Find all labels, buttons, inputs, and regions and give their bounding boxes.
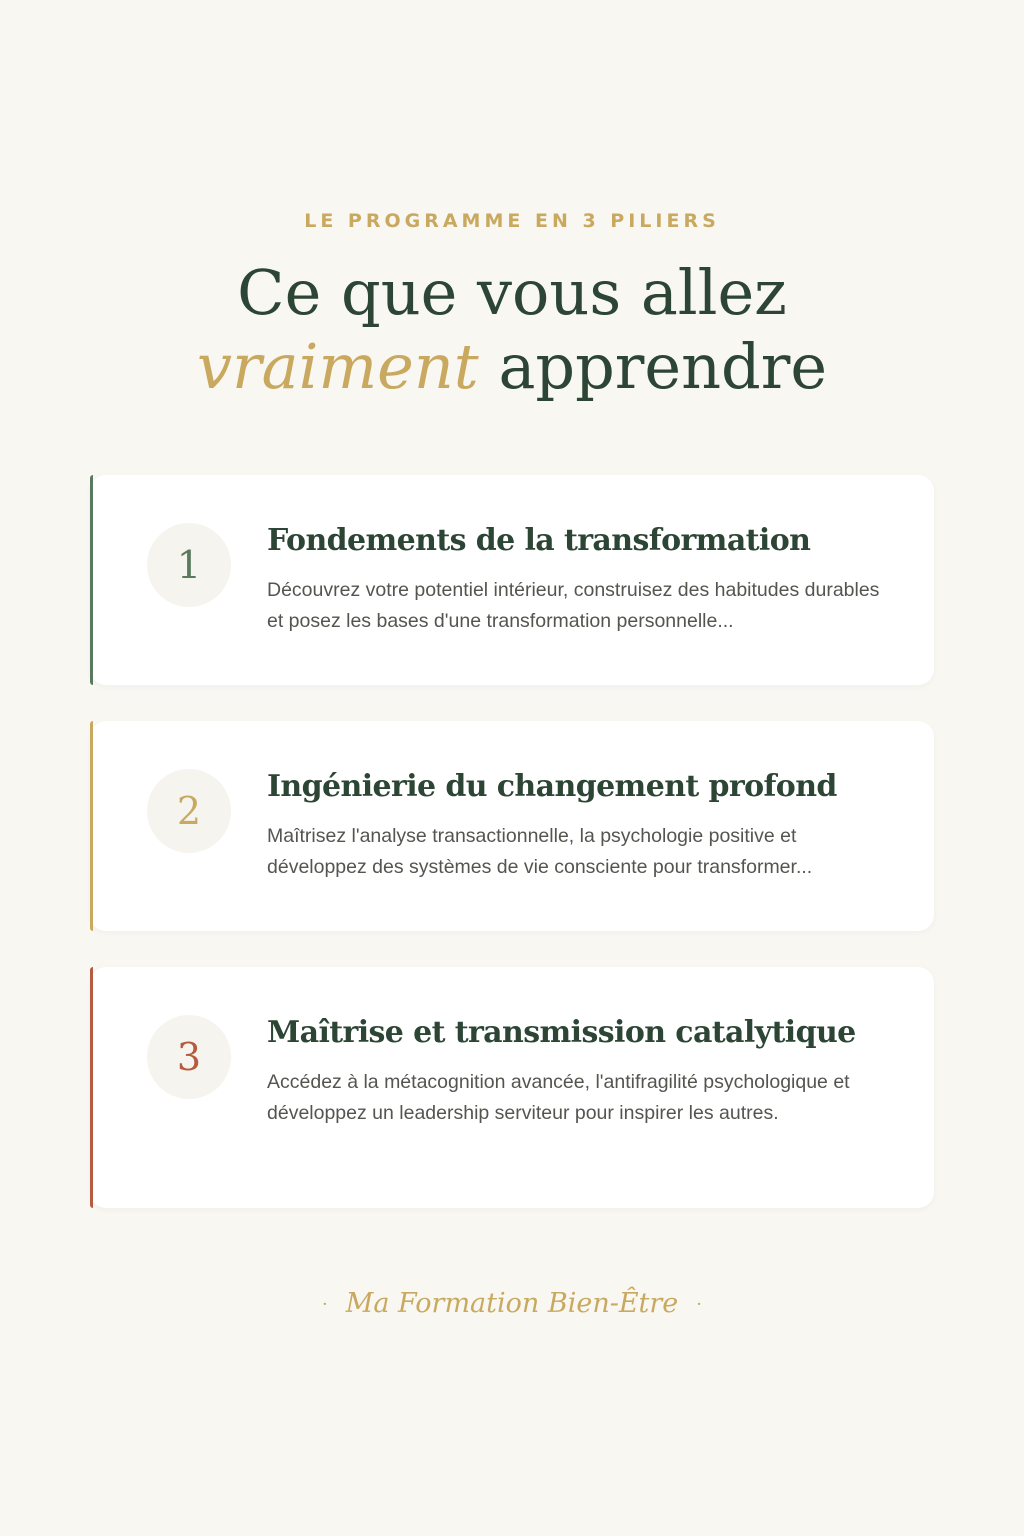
pillar-card-3 [90,967,934,1208]
pillar-accent-bar [90,967,93,1208]
pillar-card-2 [90,721,934,931]
pillar-number-badge: 1 [147,523,231,607]
pillar-card-1 [90,475,934,685]
pillar-accent-bar [90,475,93,685]
pillar-number-badge: 2 [147,769,231,853]
title-line-2 [0,330,1024,404]
eyebrow-label: LE PROGRAMME EN 3 PILIERS [304,210,720,232]
title-accent-word: vraiment [196,330,479,403]
page-title [0,256,1024,404]
title-line-1: Ce que vous allez [237,256,787,329]
separator-dot: · [321,1293,328,1315]
brand-signature [0,1284,1024,1325]
brand-name: Ma Formation Bien-Être [345,1288,679,1319]
pillar-description: Accédez à la métacognition avancée, l'antifragilité psychologique et développez un leadership serviteur pour inspirer les autres. [267,1071,850,1124]
pillar-description: Découvrez votre potentiel intérieur, construisez des habitudes durables et posez les bases d'une transformation personnelle... [267,579,880,632]
pillar-title: Fondements de la transformation [267,523,811,558]
pillar-number-badge: 3 [147,1015,231,1099]
pillar-description: Maîtrisez l'analyse transactionnelle, la psychologie positive et développez des systèmes de vie consciente pour transformer... [267,825,813,878]
title-rest: apprendre [478,330,828,403]
pillar-title: Maîtrise et transmission catalytique [267,1015,856,1050]
pillar-accent-bar [90,721,93,931]
separator-dot: · [696,1293,703,1315]
pillar-title: Ingénierie du changement profond [267,769,837,804]
